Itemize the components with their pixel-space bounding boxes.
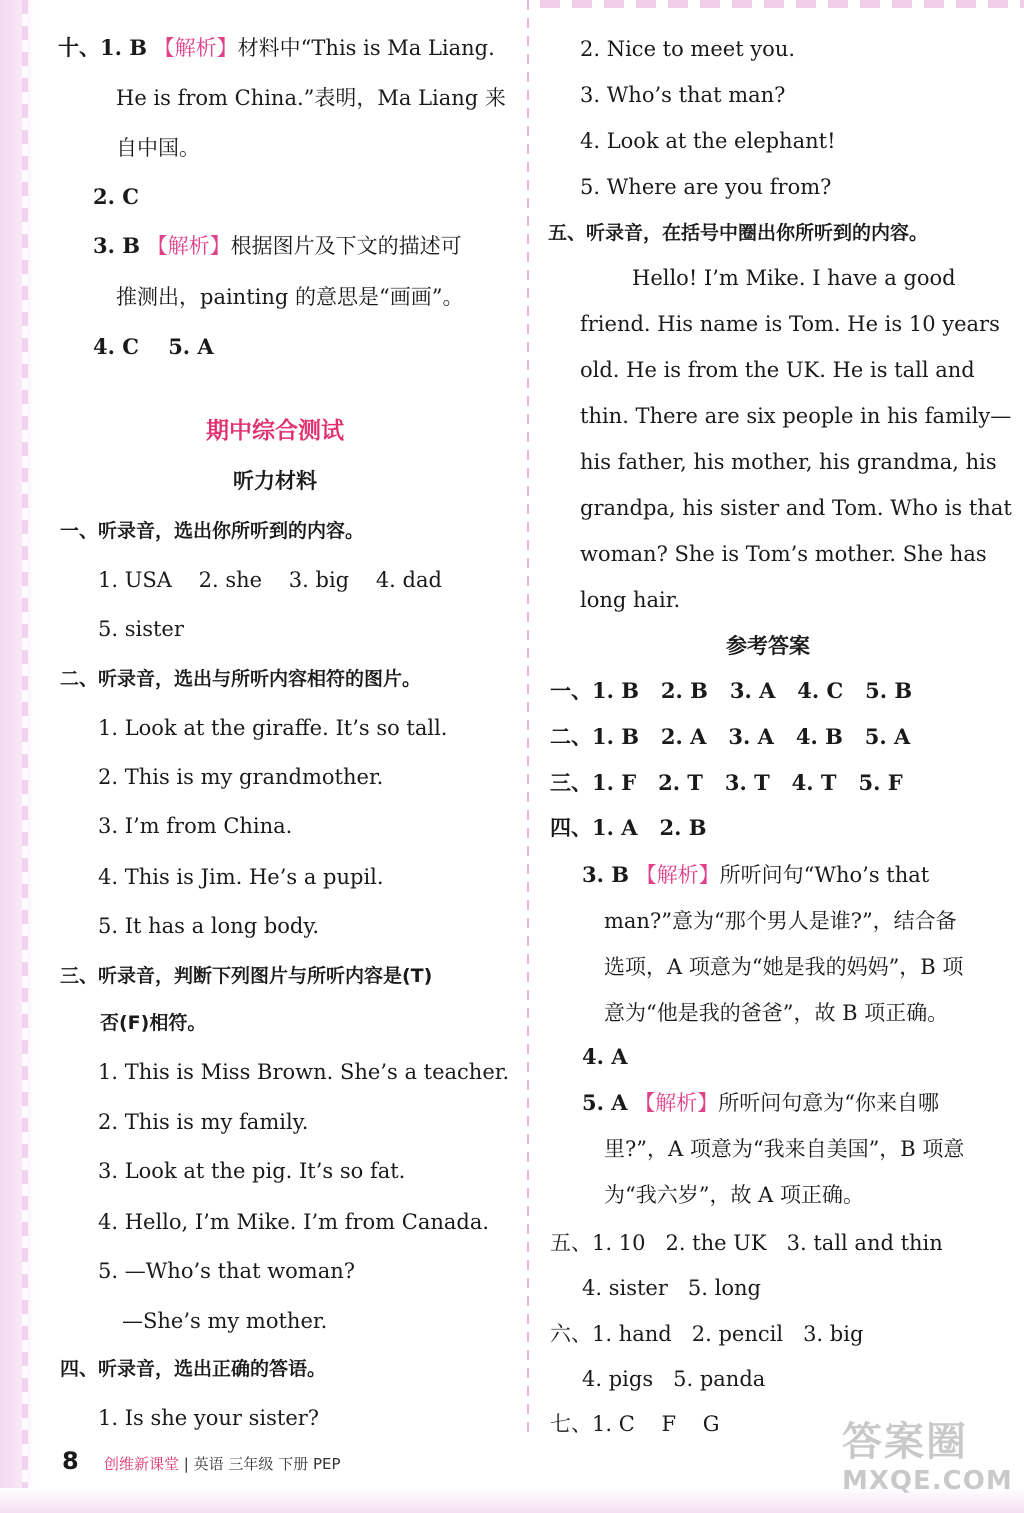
analysis-text: 为“我六岁”，故 A 项正确。 (604, 1183, 864, 1207)
column-divider (527, 0, 529, 1440)
page-number: 8 (62, 1447, 79, 1475)
listening-item: 2. This is my grandmother. (98, 765, 384, 789)
analysis-text: 自中国。 (116, 136, 200, 160)
answer-number: 3. B (582, 862, 629, 887)
listening-item: 5. Where are you from? (580, 175, 832, 199)
analysis-text: 里?”，A 项意为“我来自美国”，B 项意 (604, 1137, 965, 1161)
listening-item: 1. This is Miss Brown. She’s a teacher. (98, 1060, 510, 1084)
passage-line: grandpa, his sister and Tom. Who is that (580, 496, 1012, 520)
answer-number: 5. A (582, 1090, 628, 1115)
question-title: 三、听录音，判断下列图片与所听内容是(T) (60, 965, 433, 987)
passage-line: old. He is from the UK. He is tall and (580, 358, 975, 382)
answer-item: 4. C 5. A (93, 334, 214, 359)
answer-line: 二、1. B 2. A 3. A 4. B 5. A (550, 724, 911, 749)
listening-item: 3. I’m from China. (98, 814, 293, 838)
listening-item: 1. USA 2. she 3. big 4. dad (98, 568, 442, 592)
analysis-tag: 【解析】 (635, 863, 720, 887)
section-subheading: 参考答案 (726, 634, 810, 658)
book-title: 创维新课堂 (104, 1455, 180, 1473)
answer-item: 2. C (93, 184, 139, 209)
subject-label: 英语 (193, 1455, 224, 1473)
question-title: 四、听录音，选出正确的答语。 (60, 1358, 327, 1380)
analysis-text: 所听问句“Who’s that (719, 863, 930, 887)
answer-item: 4. A (582, 1044, 628, 1069)
listening-item: 2. Nice to meet you. (580, 37, 796, 61)
listening-item: 2. This is my family. (98, 1110, 309, 1134)
analysis-tag: 【解析】 (146, 234, 231, 258)
listening-item: 4. This is Jim. He’s a pupil. (98, 865, 384, 889)
analysis-text: 推测出，painting 的意思是“画画”。 (116, 285, 464, 309)
answer-line: 四、1. A 2. B (550, 815, 707, 840)
section-heading: 期中综合测试 (206, 418, 344, 444)
question-title: 二、听录音，选出与所听内容相符的图片。 (60, 668, 422, 690)
analysis-text: 选项，A 项意为“她是我的妈妈”，B 项 (604, 955, 964, 979)
analysis-tag: 【解析】 (634, 1091, 719, 1115)
answer-line: 三、1. F 2. T 3. T 4. T 5. F (550, 770, 903, 795)
listening-item: 5. —Who’s that woman? (98, 1259, 356, 1283)
analysis-text: man?”意为“那个男人是谁?”，结合备 (604, 909, 957, 933)
listening-item: 3. Look at the pig. It’s so fat. (98, 1159, 406, 1183)
listening-item: 3. Who’s that man? (580, 83, 786, 107)
answer-line (582, 860, 929, 890)
analysis-text: 根据图片及下文的描述可 (230, 234, 462, 258)
passage-line: his father, his mother, his grandma, his (580, 450, 997, 474)
listening-item: 5. sister (98, 617, 184, 641)
listening-item: 1. Is she your sister? (98, 1406, 320, 1430)
listening-item: 1. Look at the giraffe. It’s so tall. (98, 716, 448, 740)
question-title: 五、听录音，在括号中圈出你所听到的内容。 (548, 222, 929, 244)
decorative-top-border (540, 0, 1024, 8)
watermark-logo-text: 答案圈 (842, 1419, 968, 1465)
answer-line: 一、1. B 2. B 3. A 4. C 5. B (550, 678, 913, 703)
passage-line: thin. There are six people in his family— (580, 404, 1012, 428)
edition-label: PEP (313, 1455, 341, 1473)
watermark-logo (842, 1418, 1018, 1508)
question-title: 一、听录音，选出你所听到的内容。 (60, 520, 365, 542)
passage-line: Hello! I’m Mike. I have a good (632, 266, 956, 290)
answer-line (93, 231, 462, 261)
analysis-text: 所听问句意为“你来自哪 (718, 1091, 939, 1115)
decorative-left-border (0, 0, 34, 1513)
analysis-text: 意为“他是我的爸爸”，故 B 项正确。 (604, 1001, 949, 1025)
listening-item: 5. It has a long body. (98, 914, 320, 938)
grade-label: 三年级 (228, 1455, 274, 1473)
book-footer: 创维新课堂 | 英语 三年级 下册 PEP (104, 1455, 341, 1473)
answer-line: 4. pigs 5. panda (582, 1367, 766, 1391)
listening-item: 4. Hello, I’m Mike. I’m from Canada. (98, 1210, 490, 1234)
listening-item: 4. Look at the elephant! (580, 129, 836, 153)
watermark-url: MXQE.COM (842, 1466, 1013, 1496)
volume-label: 下册 (278, 1455, 309, 1473)
answer-line: 六、1. hand 2. pencil 3. big (550, 1322, 864, 1346)
analysis-text: He is from China.”表明，Ma Liang 来 (116, 86, 506, 110)
passage-line: friend. His name is Tom. He is 10 years (580, 312, 1000, 336)
answer-number: 十、1. B (58, 35, 147, 60)
answer-line: 七、1. C F G (550, 1412, 720, 1436)
answer-line: 五、1. 10 2. the UK 3. tall and thin (550, 1231, 943, 1255)
answer-line (582, 1088, 939, 1118)
question-title: 否(F)相符。 (100, 1012, 207, 1034)
answer-line (58, 33, 495, 63)
listening-item: —She’s my mother. (122, 1309, 328, 1333)
section-subheading: 听力材料 (233, 469, 317, 493)
answer-line: 4. sister 5. long (582, 1276, 761, 1300)
passage-line: woman? She is Tom’s mother. She has (580, 542, 987, 566)
answer-number: 3. B (93, 233, 140, 258)
analysis-tag: 【解析】 (153, 36, 238, 60)
analysis-text: 材料中“This is Ma Liang. (237, 36, 495, 60)
passage-line: long hair. (580, 588, 681, 612)
